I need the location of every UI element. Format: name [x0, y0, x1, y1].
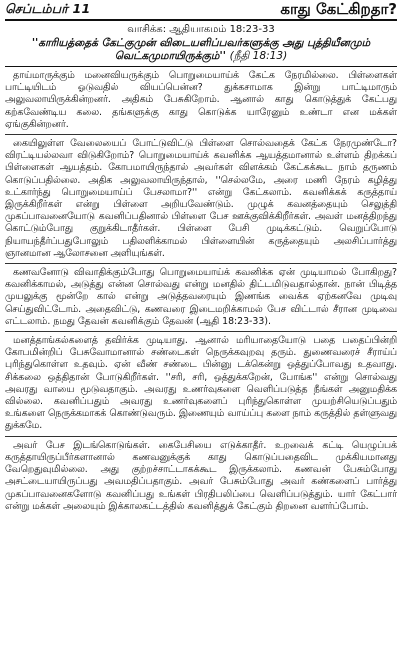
reading-ref: 18:23-33 [229, 24, 275, 35]
paragraph-5: அவர் பேச இடங்கொடுங்கள். கைபேசியை எடுக்காதீர். உறவைக் கட்டி யெழுப்பக் கருத்தாயிருப்பீர்களானால் கணவனுக்குக் காது கொடுப்பதைவிட முக்கியமானது வேறெதுவுமில்லை. அது குற்றச்சாட்டாகக்கூட இருக்கலாம். கணவன் பேசும்போது அசட்டையாயிருப்பது அவமதிப்பதாகும். அவர் பேசும்போது அவர் கண்களைப் பார்த்து முகப்பாவனைகளோடு கவனிப்பது உங்கள் பிரதிபலிப்பை வெளிப்படுத்தும். யார் கேட்பார் என்று மக்கள் அலையும் இக்காலகட்டத்தில் கவனித்துக் கேட்கும் திறனை வளர்ப்போம். [5, 439, 397, 512]
page-date: செப்டம்பர் 11 [5, 1, 91, 16]
header-divider [5, 66, 397, 67]
quote-ref: (நீதி 18:13) [229, 50, 288, 62]
section-divider [5, 331, 397, 332]
key-verse-quote [13, 37, 389, 63]
page-title: காது கேட்கிறதா? [280, 0, 397, 18]
section-divider [5, 436, 397, 437]
reading-reference [5, 24, 397, 36]
section-divider [5, 263, 397, 264]
section-divider [5, 134, 397, 135]
page-header [5, 0, 397, 21]
paragraph-2: கையிலுள்ள வேலையைப் போட்டுவிட்டு பிள்ளை சொல்வதைக் கேட்க நேரமுண்டோ? விரட்டியல்லவா விடுகிறோம்? பொறுமையாய்க் கவனிக்க ஆயத்தமானால் உள்ளம் திறக்கப் பிள்ளைகள் ஆயத்தம். கோபமாயிருந்தால் அவர்கள் விளக்கம் கேட்கக்கூட நாம் தருணம் கொடுப்பதில்லை. அதிக அலுவலாயிருந்தால், ''செல்லமே, அரை மணி நேரம் கழித்து உட்கார்ந்து பொறுமையாய்ப் பேசலாமா?'' என்று கேட்கலாம். கவனிக்கக் கருத்தாய் இருக்கிறீர்கள் என்று பிள்ளை அறியவேண்டும். முழுக் கவனத்தையும் செலுத்தி முகப்பாவனையோடு கவனிப்பதினால் பிள்ளை பேச ஊக்குவிக்கிறீர்கள். அவள் மனத்திறந்து கொட்டும்போது குறுக்கிடாதீர்கள். பிள்ளை பேசி முடிக்கட்டும். வெறுப்போடு நியாயந்தீர்ப்பதுபோலும் பதிலளிக்காமல் பிள்ளையின் கருத்தையும் அலசிப்பார்த்து ஞானமான ஆலோசனை அளியுங்கள். [5, 138, 397, 259]
quote-text: ''காரியத்தைக் கேட்குமுன் விடையளிப்பவர்களுக்கு அது புத்தியீனமும் வெட்கமுமாயிருக்கும்'' [31, 37, 371, 62]
paragraph-3: கணவனோடு விவாதிக்கும்போது பொறுமையாய்க் கவனிக்க ஏன் முடியாமல் போகிறது? கவனிக்காமல், அடுத்து என்ன சொல்வது என்று மனதில் திட்டமிடுவதால்தான். நான் பிடித்த முயலுக்கு மூன்றே கால் என்று அடுத்தவரையும் இணங்க வைக்க ஏற்கனவே முடிவு செய்துவிட்டோம். அதைவிட்டு, கணவரை இடைமறிக்காமல் பேச விட்டால் சீரான முடிவை எட்டலாம். நமது தேவன் கவனிக்கும் தேவன் (ஆதி 18:23-33). [5, 267, 397, 327]
reading-label: வாசிக்க: ஆதியாகமம் [127, 24, 230, 35]
paragraph-4: மனத்தாங்கல்களைத் தவிர்க்க முடியாது. ஆனால் மரியாதையோடு பதை பதைப்பின்றி கோபமின்றிப் பேசுவோமானால் சண்டைகள் நெருக்கவுறவு தரும். துணைவரைச் சீராய்ப் புரிந்துகொள்ள உதவும். ஏன் வீண் சண்டை பின்னு டக்கென்று ஒத்துப்போவது உதவாது. சிக்கலை ஒத்திதான் போடுகிறீர்கள். ''சரி, சரி, ஒத்துக்கறேன், போங்க'' என்று சொல்வது அவரது வாயை மூடுவதாகும். அவரது உணர்வுகளை வெளிப்படுத்த நீங்கள் அனுமதிக்க வில்லை. கவனிப்பதும் அவரது உணர்வுகளைப் புரிந்துகொள்ள முயற்சியெடுப்பதும் உங்களை நெருக்கமாகக் கொண்டுவரும். இணையும் வாய்ப்பு களை நாம் கருத்தில் தள்ளுவது துக்கமே. [5, 335, 397, 432]
paragraph-1: தாய்மாருக்கும் மனைவியருக்கும் பொறுமையாய்க் கேட்க நேரமில்லை. பிள்ளைகள் பாட்டியிடம் ஓடுவதில் வியப்பென்ன? துக்கசாமாக இன்று பாட்டிமாரும் அலுவலாயிருக்கின்றனர். அதிகம் பேசுகிறோம். ஆனால் காது கொடுத்துக் கேட்பது கற்கவேண்டிய கலை. தங்களுக்கு காது கொடுக்க யாரேனும் உண்டா என மக்கள் ஏங்குகின்றனர். [5, 70, 397, 130]
